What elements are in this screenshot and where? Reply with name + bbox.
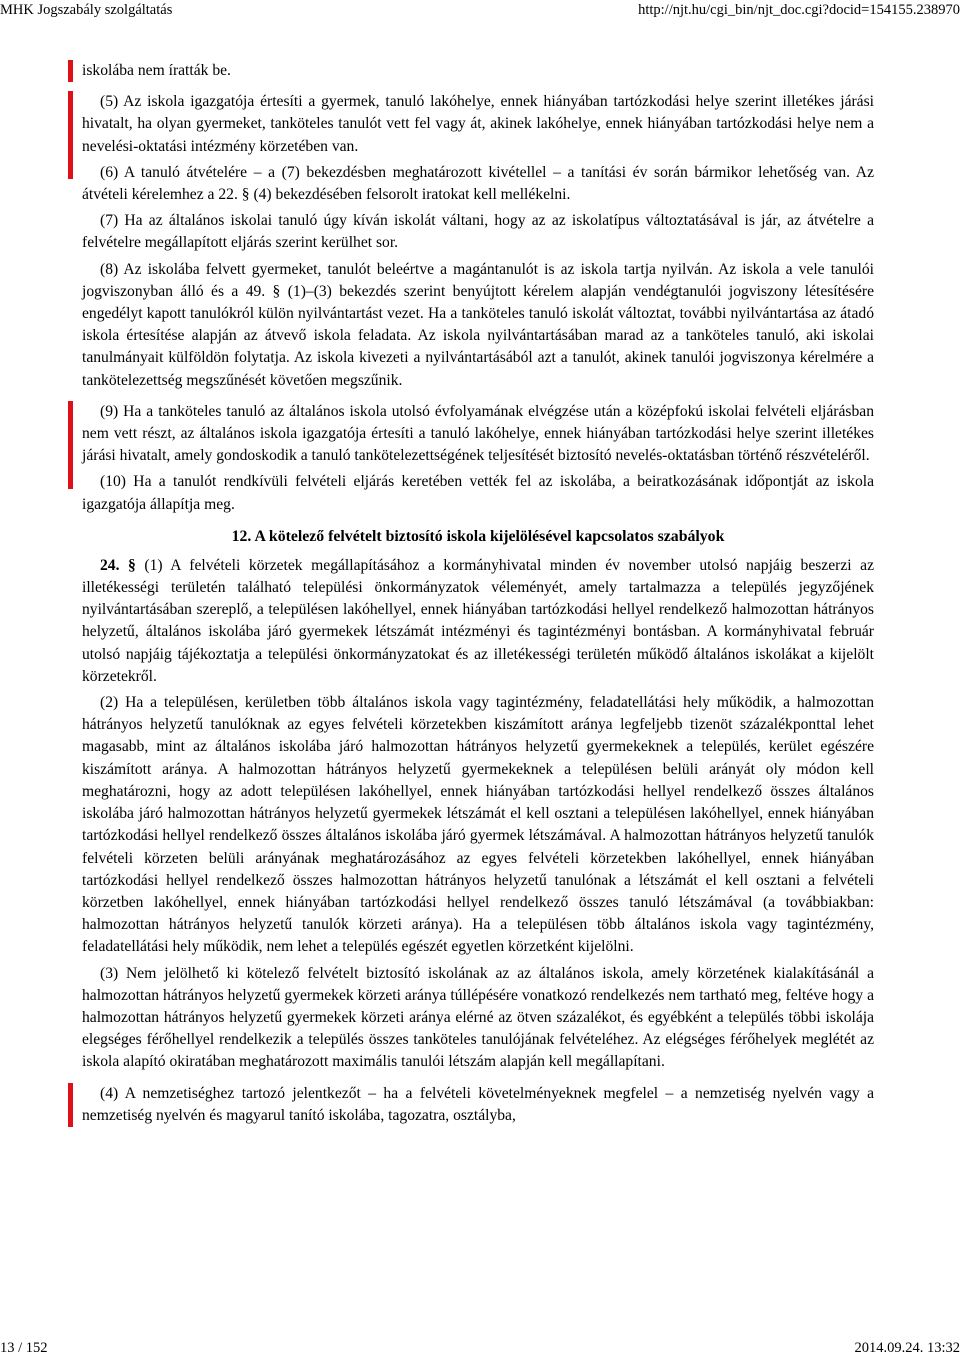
paragraph-7: (7) Ha az általános iskolai tanuló úgy kíván iskolát váltani, hogy az az iskolatípus változtatásával is jár, az átvételre a felvételre megállapított eljárás szerint kerülhet sor. bbox=[82, 212, 874, 252]
change-marker bbox=[68, 1083, 73, 1127]
document-body bbox=[82, 60, 874, 1127]
paragraph-8: (8) Az iskolába felvett gyermeket, tanulót beleértve a magántanulót is az iskola tartja nyilván. Az iskola a vele tanulói jogviszonyban álló és a 49. § (1)–(3) bekezdés szerint benyújtott kérelem alapján vendégtanulói jogviszony létesítésére engedélyt kapott tanulókról külön nyilvántartást vezet. Ha a tanköteles tanuló iskolát változtat, további nyilvántartása az átadó iskola értesítése alapján az átvevő iskola feladata. Az iskola nyilvántartásában marad az a tanköteles tanuló, aki iskolai tanulmányait külföldön folytatja. Az iskola kivezeti a nyilvántartásából azt a tanulót, akinek tanulói jogviszonya kérelmére a tankötelezettség megszűnését követően megszűnik. bbox=[82, 260, 874, 389]
page-counter: 13 / 152 bbox=[0, 1340, 48, 1356]
document-url[interactable]: http://njt.hu/cgi_bin/njt_doc.cgi?docid=154155.238970 bbox=[638, 2, 960, 18]
section-number: 24. § bbox=[100, 556, 136, 574]
section-24-paragraph-3: (3) Nem jelölhető ki kötelező felvételt biztosító iskolának az az általános iskola, amely körzetének kialakításánál a halmozottan hátrányos helyzetű gyermekek körzeti aránya túllépésére vonatkozó rendelkezés nem tartható meg, feltéve hogy a halmozottan hátrányos helyzetű gyermekek körzeti aránya elérné az ötven százalékot, és egyébként a település többi iskolája elegséges férőhellyel rendelkezik a település összes tanköteles tanulójának felvételéhez. Az elégséges férőhelyek meglétét az iskola alapító okiratában meghatározott maximális tanulói létszám alapján kell megállapítani. bbox=[82, 964, 874, 1071]
change-marker bbox=[68, 60, 73, 82]
print-timestamp: 2014.09.24. 13:32 bbox=[854, 1340, 960, 1356]
section-24-paragraph-1: 24. § (1) A felvételi körzetek megállapításához a kormányhivatal minden év november utolsó napjáig beszerzi az illetékességi területén található települési önkormányzatok véleményét, amely tartalmazza a település jegyzőjének nyilvántartásában szereplő, a településen lakóhellyel, ennek hiányában tartózkodási hellyel rendelkező halmozottan hátrányos helyzetű, általános iskolába járó gyermekek létszámát intézményi és tagintézményi bontásban. A kormányhivatal február utolsó napjáig tájékoztatja a települési önkormányzatokat és az illetékességi területén működő általános iskolákat a kijelölt körzetekről. bbox=[82, 556, 874, 685]
paragraph-5: (5) Az iskola igazgatója értesíti a gyermek, tanuló lakóhelye, ennek hiányában tartózkodási helye szerint illetékes járási hivatalt, ha olyan gyermeket, tanköteles tanulót vett fel vagy át, akinek lakóhelye, ennek hiányában tartózkodási helye nem a nevelési-oktatási intézmény körzetében van. bbox=[82, 91, 874, 158]
section-24-paragraph-4: (4) A nemzetiséghez tartozó jelentkezőt – ha a felvételi követelményeknek megfelel – a nemzetiség nyelvén vagy a nemzetiség nyelvén és magyarul tanító iskolába, tagozatra, osztályba, bbox=[82, 1083, 874, 1127]
section-heading: 12. A kötelező felvételt biztosító iskola kijelölésével kapcsolatos szabályok bbox=[231, 527, 725, 545]
paragraph-10: (10) Ha a tanulót rendkívüli felvételi eljárás keretében vették fel az iskolába, a beiratkozásának időpontját az iskola igazgatója állapítja meg. bbox=[82, 473, 874, 513]
section-24-paragraph-2: (2) Ha a településen, kerületben több általános iskola vagy tagintézmény, feladatellátási hely működik, a halmozottan hátrányos helyzetű tanulóknak az egyes felvételi körzetekben kiszámított aránya legfeljebb tizenöt százalékponttal lehet magasabb, mint az általános iskolába járó halmozottan hátrányos helyzetű gyermekeknek a település, kerület egészére kiszámított aránya. A halmozottan hátrányos helyzetű gyermekeknek a településen belüli arányát oly módon kell meghatározni, hogy az adott településen lakóhellyel, ennek hiányában tartózkodási hellyel rendelkező összes általános iskolába járó halmozottan hátrányos helyzetű gyermekek létszámát el kell osztani a településen lakóhellyel, ennek hiányában tartózkodási hellyel rendelkező összes általános iskolába járó gyermek létszámával. A halmozottan hátrányos helyzetű tanulók felvételi körzeten belüli arányának meghatározásához az egyes felvételi körzetekben lakóhellyel, ennek hiányában tartózkodási hellyel rendelkező összes halmozottan hátrányos helyzetű tanulónak a létszámát el kell osztani a felvételi körzetben lakóhellyel, ennek hiányában tartózkodási hellyel rendelkező összes tanuló létszámával (a továbbiakban: halmozottan hátrányos helyzetű tanulók körzeti aránya). Ha a településen több általános iskola vagy tagintézmény, feladatellátási hely működik, nem lehet a település egészét egyetlen körzetként kijelölni. bbox=[82, 694, 874, 956]
change-marker bbox=[68, 401, 73, 489]
change-marker bbox=[68, 91, 73, 179]
site-title: MHK Jogszabály szolgáltatás bbox=[0, 2, 173, 18]
paragraph-6: (6) A tanuló átvételére – a (7) bekezdésben meghatározott kivétellel – a tanítási év során bármikor lehetőség van. Az átvételi kérelemhez a 22. § (4) bekezdésében felsorolt iratokat kell mellékelni. bbox=[82, 163, 874, 204]
paragraph-continuation: iskolába nem íratták be. bbox=[82, 60, 874, 82]
paragraph-9: (9) Ha a tanköteles tanuló az általános iskola utolsó évfolyamának elvégzése után a középfokú iskolai felvételi eljárásban nem vett részt, az általános iskola igazgatója értesíti a tanuló lakóhelye, ennek hiányában tartózkodási helye szerint illetékes járási hivatalt, amely gondoskodik a tanuló tankötelezettségének teljesítését biztosító nevelés-oktatásban történő részvételéről. bbox=[82, 401, 874, 468]
